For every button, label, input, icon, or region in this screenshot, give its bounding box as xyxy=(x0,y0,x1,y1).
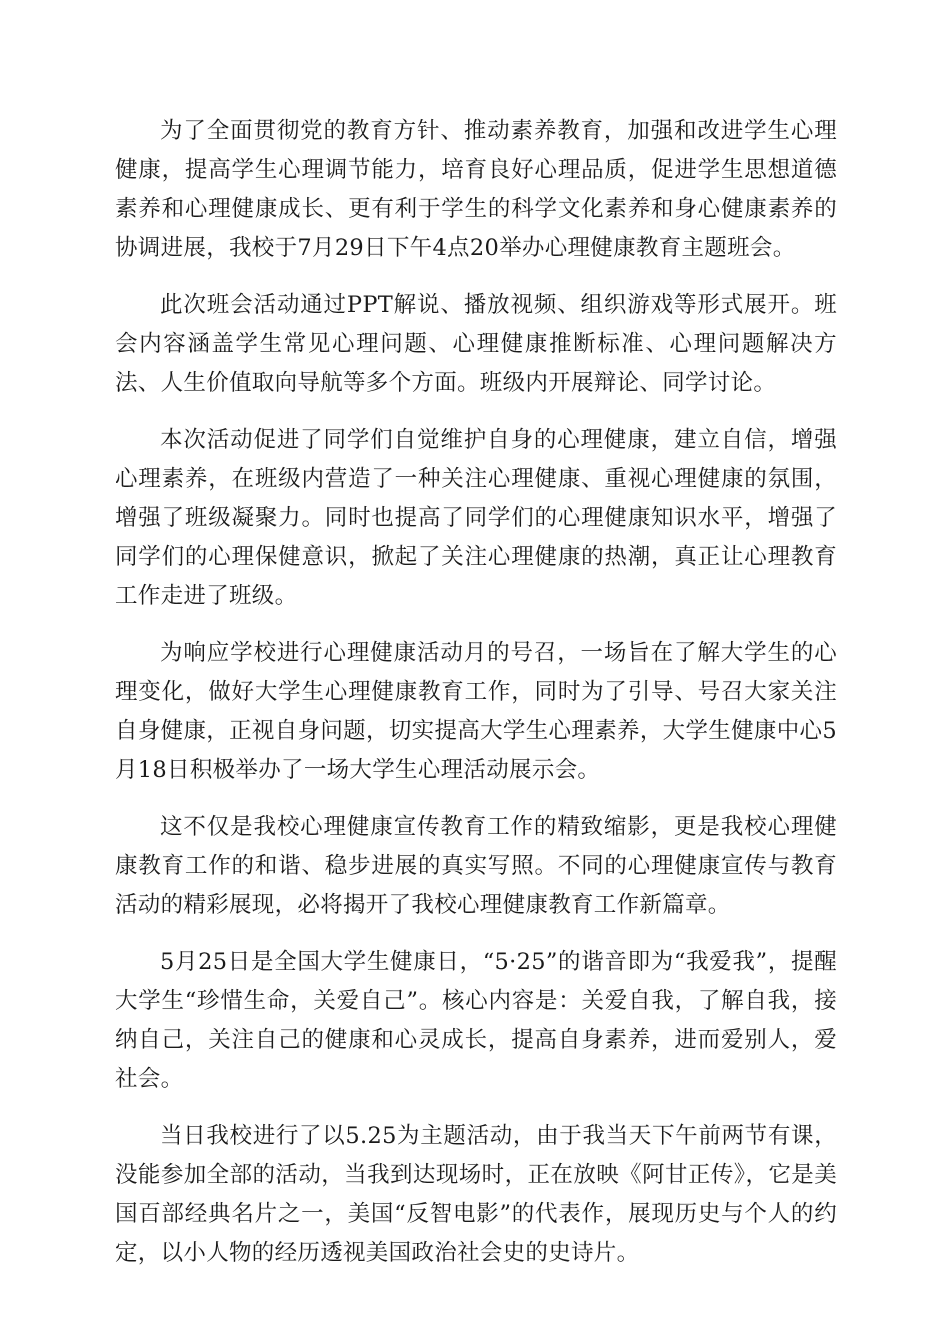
paragraph-4: 为响应学校进行心理健康活动月的号召，一场旨在了解大学生的心理变化，做好大学生心理健康教育工作，同时为了引导、号召大家关注自身健康，正视自身问题，切实提高大学生心理素养，大学生健康中心5月18日积极举办了一场大学生心理活动展示会。 xyxy=(115,640,837,783)
paragraph-1: 为了全面贯彻党的教育方针、推动素养教育，加强和改进学生心理健康，提高学生心理调节能力，培育良好心理品质，促进学生思想道德素养和心理健康成长、更有利于学生的科学文化素养和身心健康素养的协调进展，我校于7月29日下午4点20举办心理健康教育主题班会。 xyxy=(115,118,837,261)
paragraph-7: 当日我校进行了以5.25为主题活动，由于我当天下午前两节有课，没能参加全部的活动，当我到达现场时，正在放映《阿甘正传》，它是美国百部经典名片之一，美国“反智电影”的代表作，展现历史与个人的约定，以小人物的经历透视美国政治社会史的史诗片。 xyxy=(115,1123,837,1266)
document-body xyxy=(115,112,837,1291)
paragraph-2: 此次班会活动通过PPT解说、播放视频、组织游戏等形式展开。班会内容涵盖学生常见心理问题、心理健康推断标准、心理问题解决方法、人生价值取向导航等多个方面。班级内开展辩论、同学讨论。 xyxy=(115,292,837,396)
paragraph-3: 本次活动促进了同学们自觉维护自身的心理健康，建立自信，增强心理素养，在班级内营造了一种关注心理健康、重视心理健康的氛围，增强了班级凝聚力。同时也提高了同学们的心理健康知识水平，增强了同学们的心理保健意识，掀起了关注心理健康的热潮，真正让心理教育工作走进了班级。 xyxy=(115,427,837,609)
paragraph-6: 5月25日是全国大学生健康日，“5·25”的谐音即为“我爱我”，提醒大学生“珍惜生命，关爱自己”。核心内容是：关爱自我，了解自我，接纳自己，关注自己的健康和心灵成长，提高自身素养，进而爱别人，爱社会。 xyxy=(115,949,837,1092)
paragraph-5: 这不仅是我校心理健康宣传教育工作的精致缩影，更是我校心理健康教育工作的和谐、稳步进展的真实写照。不同的心理健康宣传与教育活动的精彩展现，必将揭开了我校心理健康教育工作新篇章。 xyxy=(115,814,837,918)
